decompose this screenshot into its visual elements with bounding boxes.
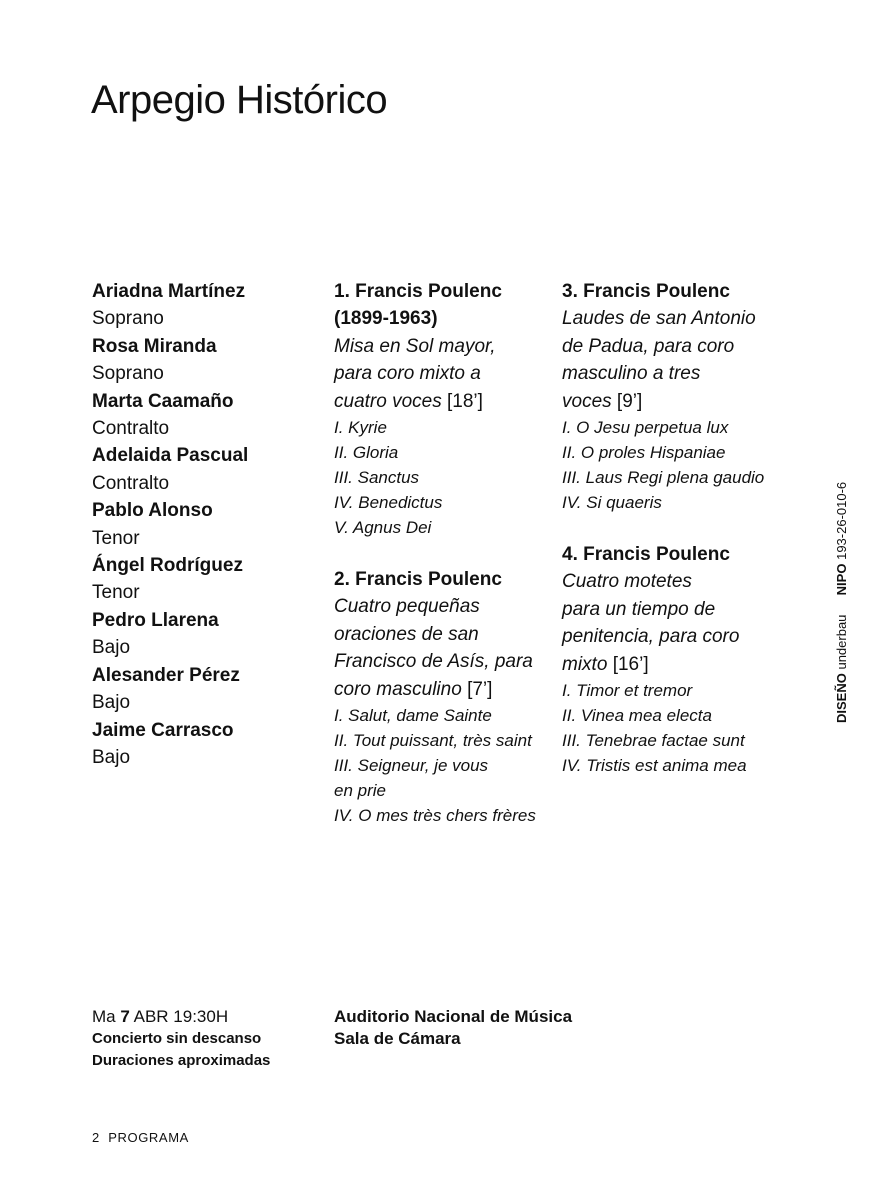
- movement: III. Sanctus: [334, 468, 420, 488]
- performer-name: Adelaida Pascual: [92, 445, 249, 467]
- performer-role: Soprano: [92, 363, 164, 385]
- movement: I. Timor et tremor: [562, 681, 693, 701]
- work-title-line: para un tiempo de: [562, 598, 716, 620]
- movement: en prie: [334, 781, 386, 801]
- concert-date: 7: [120, 1007, 130, 1026]
- performer-name: Alesander Pérez: [92, 664, 240, 686]
- work-title-line: coro masculino: [334, 678, 462, 700]
- work-title-line: Cuatro pequeñas: [334, 596, 480, 618]
- work-title-line: voces: [562, 390, 612, 412]
- movement: I. Kyrie: [334, 418, 387, 438]
- performer-role: Soprano: [92, 308, 164, 330]
- work-title-last-line: [334, 676, 549, 703]
- concert-month-time: ABR 19:30H: [133, 1007, 229, 1026]
- work-title-line: Laudes de san Antonio: [562, 308, 756, 330]
- work-title-last-line: [562, 651, 772, 678]
- work-duration: [9’]: [616, 390, 643, 412]
- performer-role: Bajo: [92, 637, 131, 659]
- work-4: [562, 541, 772, 778]
- movement: II. Gloria: [334, 443, 399, 463]
- nipo-value: 193-26-010-6: [834, 481, 849, 560]
- work-title-line: de Padua, para coro: [562, 335, 735, 357]
- page-title: Arpegio Histórico: [91, 78, 388, 122]
- page-label: 2 PROGRAMA: [92, 1130, 189, 1145]
- movement: II. O proles Hispaniae: [562, 443, 726, 463]
- vertical-credits: [832, 463, 852, 723]
- performer-name: Pedro Llarena: [92, 609, 219, 631]
- performer-name: Rosa Miranda: [92, 335, 217, 357]
- duration-note: Duraciones aproximadas: [92, 1052, 271, 1069]
- work-title-line: oraciones de san: [334, 623, 479, 645]
- design-value: underbau: [834, 614, 849, 670]
- work-title-line: Francisco de Asís, para: [334, 651, 533, 673]
- work-heading: 2. Francis Poulenc: [334, 569, 502, 591]
- work-heading: 1. Francis Poulenc: [334, 281, 502, 302]
- work-heading: 4. Francis Poulenc: [562, 544, 730, 566]
- performer-role: Contralto: [92, 418, 170, 440]
- venue-hall: Sala de Cámara: [334, 1029, 461, 1048]
- nipo-label: NIPO: [834, 563, 849, 596]
- work-duration: [16’]: [612, 653, 649, 675]
- movement: III. Tenebrae factae sunt: [562, 731, 745, 751]
- performer-name: Pablo Alonso: [92, 500, 213, 522]
- performer-role: Bajo: [92, 692, 131, 714]
- work-2: [334, 566, 549, 828]
- work-title-line: masculino a tres: [562, 363, 701, 385]
- performers-list: [92, 278, 322, 771]
- concert-datetime: [92, 1006, 270, 1028]
- movement: II. Tout puissant, très saint: [334, 731, 532, 751]
- performer-name: Marta Caamaño: [92, 390, 234, 412]
- movement: I. Salut, dame Sainte: [334, 706, 492, 726]
- work-title-line: Cuatro motetes: [562, 571, 692, 593]
- work-duration: [18’]: [447, 390, 483, 412]
- performer-role: Bajo: [92, 746, 131, 768]
- performer-name: Ariadna Martínez: [92, 281, 246, 302]
- performer-role: Contralto: [92, 472, 170, 494]
- work-title-line: cuatro voces: [334, 390, 442, 412]
- concert-note: Concierto sin descanso: [92, 1030, 262, 1047]
- movement: I. O Jesu perpetua lux: [562, 418, 729, 438]
- work-title-line: penitencia, para coro: [562, 626, 740, 648]
- work-3: [562, 278, 772, 515]
- performer-name: Ángel Rodríguez: [92, 555, 243, 577]
- work-title-line: para coro mixto a: [334, 363, 481, 385]
- work-title-line: mixto: [562, 653, 608, 675]
- movement: IV. Benedictus: [334, 493, 443, 513]
- movement: III. Seigneur, je vous: [334, 756, 489, 776]
- concert-day: Ma: [92, 1007, 116, 1026]
- concert-info: [92, 1006, 270, 1072]
- composer-dates: (1899-1963): [334, 308, 438, 330]
- performer-role: Tenor: [92, 582, 140, 604]
- program-column-2: [562, 278, 772, 778]
- work-duration: [7’]: [467, 678, 493, 700]
- work-heading: 3. Francis Poulenc: [562, 281, 730, 302]
- venue-name: Auditorio Nacional de Música: [334, 1007, 573, 1026]
- movement: V. Agnus Dei: [334, 518, 432, 538]
- work-title-last-line: [334, 388, 549, 415]
- performer-name: Jaime Carrasco: [92, 719, 234, 741]
- movement: III. Laus Regi plena gaudio: [562, 468, 765, 488]
- movement: IV. Si quaeris: [562, 493, 662, 513]
- movement: IV. Tristis est anima mea: [562, 756, 747, 776]
- venue-info: [334, 1006, 572, 1050]
- work-title-line: Misa en Sol mayor,: [334, 335, 496, 357]
- performer-role: Tenor: [92, 527, 140, 549]
- work-title-last-line: [562, 388, 772, 415]
- work-1: [334, 278, 549, 540]
- movement: II. Vinea mea electa: [562, 706, 712, 726]
- program-column-1: [334, 278, 549, 828]
- movement: IV. O mes très chers frères: [334, 806, 536, 826]
- design-label: DISEÑO: [834, 673, 849, 723]
